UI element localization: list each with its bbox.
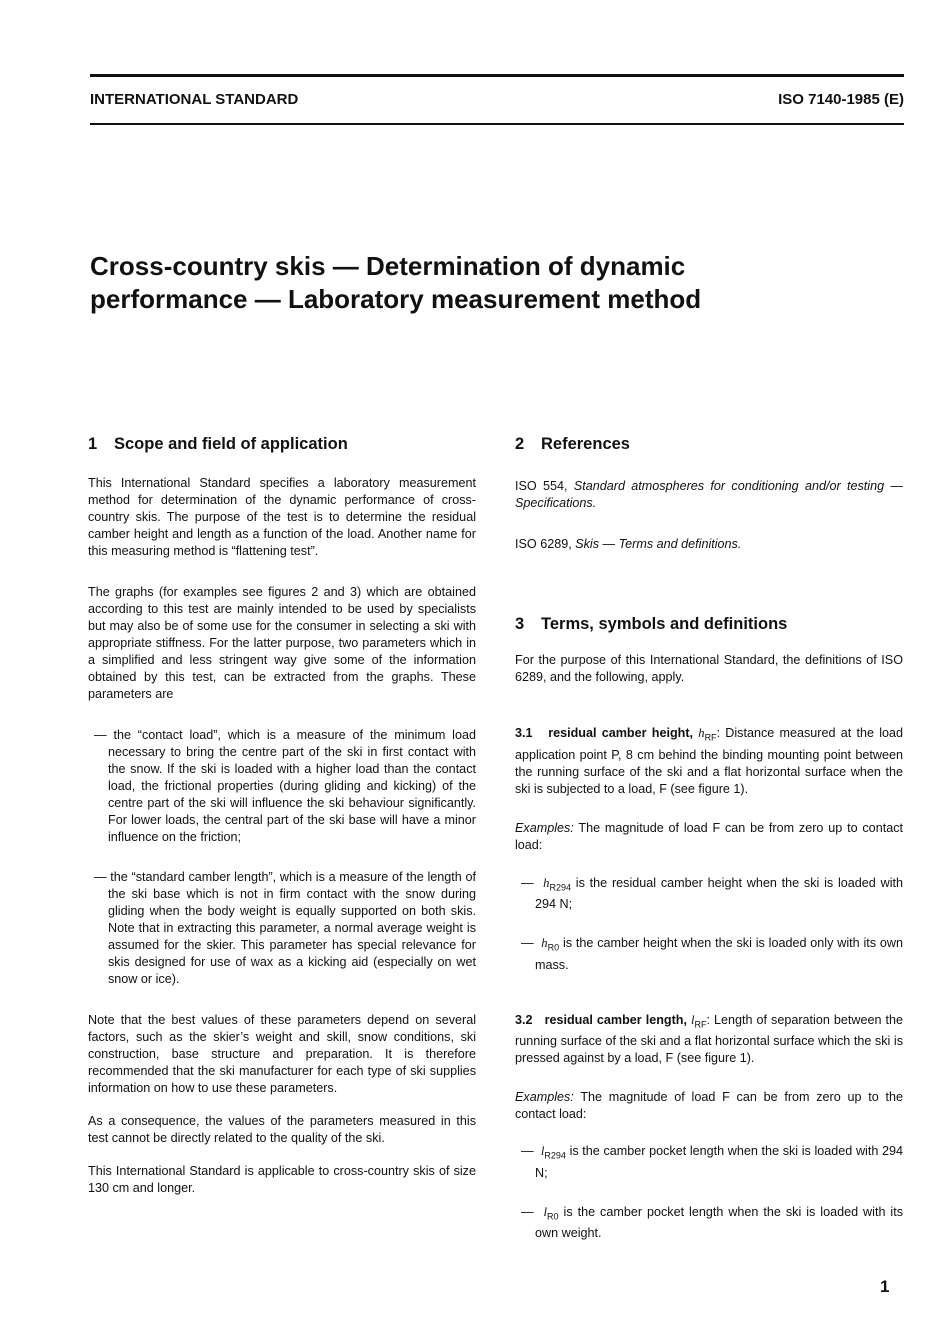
definition-3-2-symbol: l [690, 1012, 695, 1027]
section-3-heading [515, 613, 903, 635]
example-3-subscript: R294 [544, 1150, 566, 1161]
example-2-subscript: R0 [547, 942, 560, 953]
section-2-heading [515, 433, 903, 455]
example-1-symbol: h [543, 875, 550, 890]
definition-3-1-symbol: h [698, 726, 705, 740]
definition-3-2-examples [515, 1089, 903, 1123]
definition-3-2-examples-text: The magnitude of load F can be from zero up to the contact load: [515, 1090, 903, 1122]
scope-paragraph-2: The graphs (for examples see figures 2 and 3) which are obtained according to this test are mainly intended to be used by specialists but may also be of some use for the consumer in selecting a ski with appropriate stiffness. For the latter purpose, two parameters which in a simplified and less stringent way give some of the information obtained by this test, can be extracted from the graphs. These parameters are [88, 585, 476, 701]
document-title [90, 250, 890, 316]
example-4-text: is the camber pocket length when the ski is loaded with its own weight. [535, 1204, 904, 1241]
definition-3-2-examples-label: Examples: [515, 1090, 574, 1105]
reference-1-title: Standard atmospheres for conditioning and/or testing — Specifications. [515, 479, 903, 510]
scope-paragraph-5: This International Standard is applicable to cross-country skis of size 130 cm and longer. [88, 1164, 476, 1195]
example-3-text: is the camber pocket length when the ski is loaded with 294 N; [535, 1144, 904, 1180]
section-2-number: 2 [515, 435, 525, 453]
definition-3-2-number: 3.2 [515, 1012, 533, 1027]
reference-iso-6289 [515, 536, 903, 553]
section-1-heading [88, 433, 476, 455]
right-column [515, 433, 903, 1242]
definitions-intro: For the purpose of this International Standard, the definitions of ISO 6289, and the following, apply. [515, 653, 903, 684]
page-number: 1 [880, 1277, 890, 1296]
example-4-subscript: R0 [547, 1211, 559, 1222]
definition-3-1-text: : Distance measured at the load application point P, 8 cm behind the binding mounting point between the running surface of the ski and a flat horizontal surface when the ski is subjected to a load, F (see figure 1). [515, 726, 904, 796]
example-4-symbol: l [543, 1204, 548, 1219]
example-1-subscript: R294 [549, 882, 571, 893]
reference-2-code: ISO 6289, [515, 537, 572, 551]
definition-3-1-examples-label: Examples: [515, 820, 574, 835]
definition-3-1-examples [515, 820, 903, 854]
definition-3-1-subscript: RF [704, 732, 717, 743]
definition-3-2 [515, 1012, 903, 1068]
section-2-title: References [541, 435, 630, 453]
title-line-2: performance — Laboratory measurement method [90, 284, 702, 314]
scope-paragraph-1: This International Standard specifies a laboratory measurement method for determination of the dynamic performance of cross-country skis. The purpose of the test is to determine the residual camber height and length as a function of the load. Another name for this measuring method is “flattening test”. [88, 476, 476, 558]
title-line-1: Cross-country skis — Determination of dynamic [90, 251, 686, 281]
example-2-text: is the camber height when the ski is loaded only with its own mass. [535, 936, 904, 972]
definition-3-2-subscript: RF [694, 1019, 707, 1030]
definition-3-1 [515, 725, 903, 798]
scope-paragraph-3: Note that the best values of these parameters depend on several factors, such as the skier’s weight and skill, snow conditions, ski construction, base structure and preparation. It is therefore recommended that the ski manufacturer for each type of ski supplies information on how to use these parameters. [88, 1013, 476, 1095]
definition-3-1-number: 3.1 [515, 726, 533, 740]
example-3-symbol: l [540, 1144, 545, 1159]
header-standard-label: INTERNATIONAL STANDARD [90, 91, 299, 108]
header-bottom-rule [90, 123, 904, 125]
definition-3-1-examples-text: The magnitude of load F can be from zero up to contact load: [515, 820, 903, 852]
definition-3-1-example-2: — $h_{R0}$ is the camber height when the ski is loaded only with its own mass. [521, 936, 904, 972]
definition-3-2-example-1: — $l_{R294}$ is the camber pocket length when the ski is loaded with 294 N; [521, 1144, 904, 1180]
reference-iso-554 [515, 478, 903, 512]
definition-3-2-term: residual camber length, [544, 1012, 687, 1027]
standard-camber-length-item: — the “standard camber length”, which is a measure of the length of the ski base which is not in firm contact with the snow during gliding when the body weight is equally supported on both skis. Note that in extracting this parameter, a normal average weight is assumed for the skier. This parameter has special relevance for skis designed for use of wax as a kicking aid (especially on wet snow or ice). [94, 870, 476, 986]
example-2-symbol: h [541, 936, 548, 951]
reference-1-code: ISO 554, [515, 479, 568, 493]
example-1-text: is the residual camber height when the ski is loaded with 294 N; [535, 875, 903, 912]
definition-3-2-text: : Length of separation between the running surface of the ski and a flat horizontal surface which the ski is pressed against by a load, F (see figure 1). [515, 1012, 904, 1066]
section-3-title: Terms, symbols and definitions [541, 615, 788, 633]
contact-load-item: — the “contact load”, which is a measure of the minimum load necessary to bring the centre part of the ski in first contact with the snow. If the ski is loaded with a higher load than the contact load, the frictional properties (during gliding and kicking) of the centre part of the ski will influence the ski behaviour significantly. For lower loads, the central part of the ski base will have a minor influence on the friction; [94, 728, 476, 844]
section-1-number: 1 [88, 435, 98, 453]
header-top-rule [90, 74, 904, 77]
reference-2-title: Skis — Terms and definitions. [575, 537, 742, 551]
definition-3-2-example-2: — $l_{R0}$ is the camber pocket length when the ski is loaded with its own weight. [521, 1204, 904, 1241]
scope-paragraph-4: As a consequence, the values of the parameters measured in this test cannot be directly related to the quality of the ski. [88, 1114, 476, 1145]
header-document-number: ISO 7140-1985 (E) [778, 91, 904, 108]
section-1-title: Scope and field of application [114, 435, 348, 453]
definition-3-1-term: residual camber height, [548, 726, 694, 740]
left-column [88, 433, 476, 1197]
section-3-number: 3 [515, 615, 525, 633]
definition-3-1-example-1: — $h_{R294}$ is the residual camber height when the ski is loaded with 294 N; [521, 875, 903, 912]
